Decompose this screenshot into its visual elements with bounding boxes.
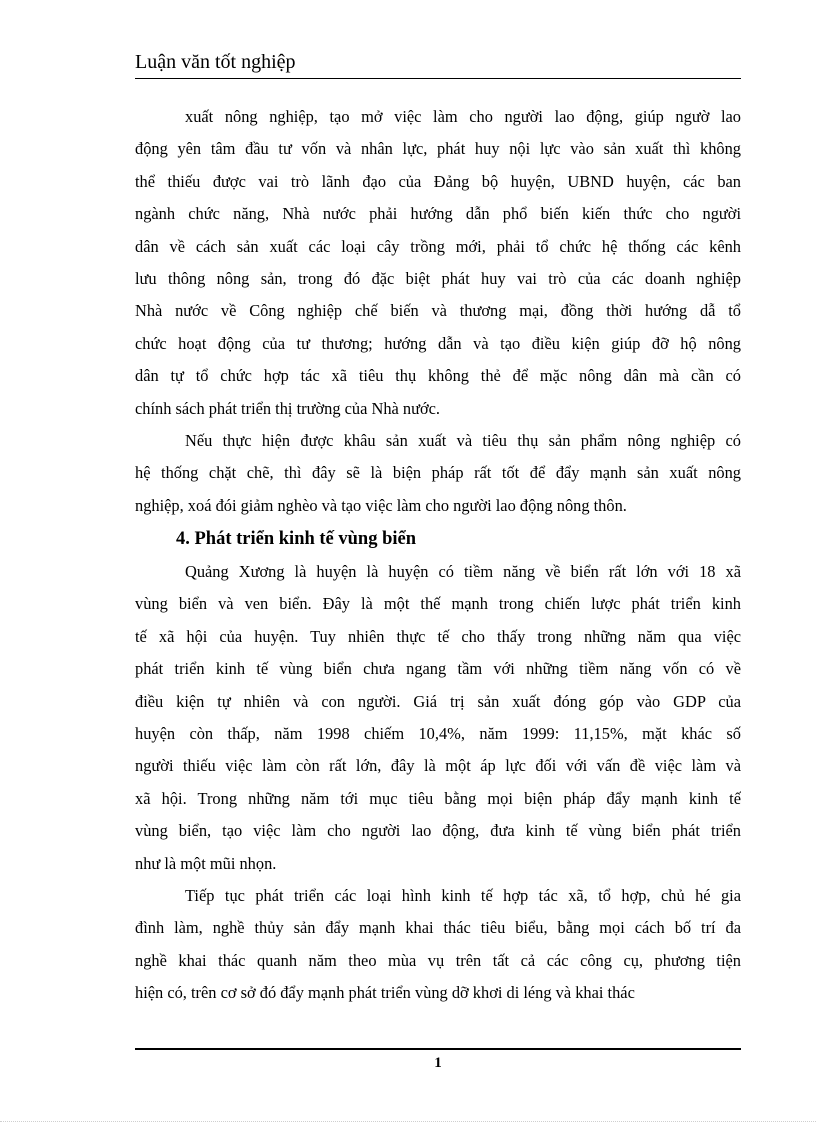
paragraph-4: [135, 880, 741, 1010]
text-line: vùng biển, tạo việc làm cho người lao động, đưa kinh tế vùng biển phát triển: [135, 821, 741, 841]
text-line: Nếu thực hiện được khâu sản xuất và tiêu thụ sản phẩm nông nghiệp có: [185, 430, 741, 450]
text-line: huyện còn thấp, năm 1998 chiếm 10,4%, năm 1999: 11,15%, mặt khác số: [135, 724, 741, 744]
text-line: nghề khai thác quanh năm theo mùa vụ trên tất cả các công cụ, phương tiện: [135, 950, 741, 970]
header-title: Luận văn tốt nghiệp: [135, 51, 296, 73]
text-line: như là một mũi nhọn.: [135, 853, 277, 873]
text-line: ngành chức năng, Nhà nước phải hướng dẫn phổ biến kiến thức cho người: [135, 204, 741, 224]
page-footer: [135, 1048, 741, 1076]
paragraph-2: [135, 425, 741, 522]
text-line: động yên tâm đầu tư vốn và nhân lực, phát huy nội lực vào sản xuất thì không: [135, 139, 741, 159]
text-line: Quảng Xương là huyện là huyện có tiềm năng về biển rất lớn với 18 xã: [185, 562, 741, 582]
text-line: hiện có, trên cơ sở đó đẩy mạnh phát triển vùng dỡ khơi di léng và khai thác: [135, 983, 635, 1003]
text-line: đình làm, nghề thủy sản đẩy mạnh khai thác tiêu biểu, bằng mọi cách bố trí đa: [135, 918, 741, 938]
body-text: [135, 101, 741, 1010]
text-line: tế xã hội của huyện. Tuy nhiên thực tế cho thấy trong những năm qua việc: [135, 626, 741, 646]
text-line: vùng biển và ven biển. Đây là một thế mạnh trong chiến lược phát triển kinh: [135, 594, 741, 614]
page-edge-divider: [0, 1121, 816, 1122]
section-heading: 4. Phát triển kinh tế vùng biển: [176, 529, 417, 550]
text-line: phát triển kinh tế vùng biển chưa ngang tầm với những tiềm năng vốn có về: [135, 659, 741, 679]
text-line: người thiếu việc làm còn rất lớn, đây là một áp lực đối với vấn đề việc làm và: [135, 756, 741, 776]
text-line: lưu thông nông sản, trong đó đặc biệt phát huy vai trò của các doanh nghiệp: [135, 268, 741, 288]
text-line: xã hội. Trong những năm tới mục tiêu bằng mọi biện pháp đẩy mạnh kinh tế: [135, 788, 741, 808]
text-line: dân tự tổ chức hợp tác xã tiêu thụ không thẻ để mặc nông dân mà cần có: [135, 366, 741, 386]
text-line: xuất nông nghiệp, tạo mở việc làm cho người lao động, giúp ngườ lao: [185, 107, 741, 126]
text-line: thể thiếu được vai trò lãnh đạo của Đảng bộ huyện, UBND huyện, các ban: [135, 171, 741, 191]
text-line: nghiệp, xoá đói giảm nghèo và tạo việc làm cho người lao động nông thôn.: [135, 495, 627, 515]
text-line: dân về cách sản xuất các loại cây trồng mới, phải tổ chức hệ thống các kênh: [135, 236, 741, 256]
text-line: chức hoạt động của tư thương; hướng dẫn và tạo điều kiện giúp đỡ hộ nông: [135, 333, 741, 353]
page-header: [135, 48, 741, 79]
text-line: điều kiện tự nhiên và con người. Giá trị sản xuất đóng góp vào GDP của: [135, 691, 741, 711]
text-line: Tiếp tục phát triển các loại hình kinh tế hợp tác xã, tổ hợp, chủ hé gia: [185, 885, 741, 905]
text-line: hệ thống chặt chẽ, thì đây sẽ là biện pháp rất tốt để đẩy mạnh sản xuất nông: [135, 463, 741, 483]
page-number: 1: [434, 1055, 442, 1071]
text-line: Nhà nước về Công nghiệp chế biến và thương mại, đồng thời hướng dẫ tổ: [135, 301, 741, 321]
paragraph-1: [135, 101, 741, 425]
text-line: chính sách phát triển thị trường của Nhà nước.: [135, 398, 441, 418]
paragraph-3: [135, 556, 741, 880]
